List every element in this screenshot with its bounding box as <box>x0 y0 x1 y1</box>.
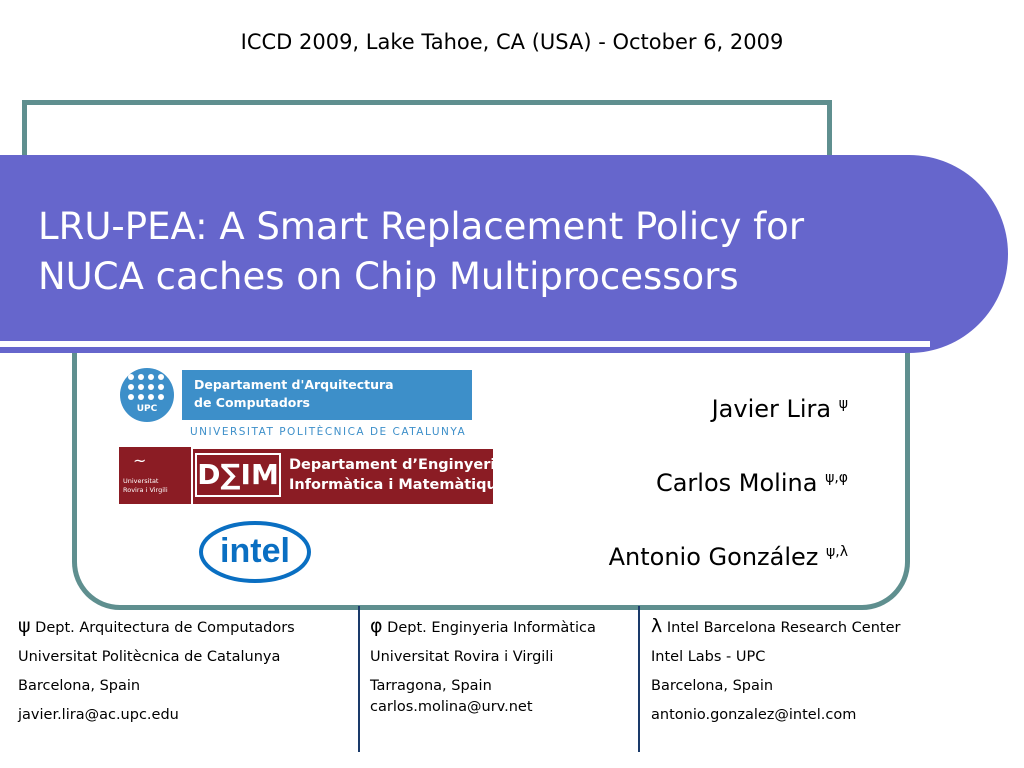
slide-title <box>38 202 938 302</box>
author-gonzalez <box>609 543 848 571</box>
banner-underline <box>0 341 930 347</box>
affiliation-symbol: φ <box>370 615 383 637</box>
upc-short-label: UPC <box>136 404 158 414</box>
column-divider <box>358 606 360 752</box>
affiliation-symbol: λ <box>651 615 663 637</box>
deim-logo <box>193 449 516 504</box>
deim-mark: D∑IM <box>195 453 281 497</box>
affiliation-email[interactable]: antonio.gonzalez@intel.com <box>651 707 857 723</box>
author-affiliation-mark: ψ,λ <box>826 544 848 560</box>
upc-logo <box>120 368 472 440</box>
affiliation-email[interactable]: javier.lira@ac.upc.edu <box>18 707 179 723</box>
urv-emblem-icon: ~ <box>133 451 147 470</box>
author-name: Javier Lira <box>711 395 832 423</box>
urv-name <box>123 477 168 495</box>
urv-logo <box>119 447 191 504</box>
affiliation-dept: Intel Barcelona Research Center <box>666 620 901 636</box>
affiliation-dept: Dept. Enginyeria Informàtica <box>387 620 596 636</box>
intel-logo <box>197 514 313 584</box>
urv-line-2: Rovira i Virgili <box>123 486 168 494</box>
title-line-1: LRU-PEA: A Smart Replacement Policy for <box>38 205 805 248</box>
affiliation-dept: Dept. Arquitectura de Computadors <box>35 620 295 636</box>
author-affiliation-mark: ψ,φ <box>825 470 848 486</box>
affiliation-lab: Intel Labs - UPC <box>651 649 766 665</box>
affiliation-location: Barcelona, Spain <box>18 678 141 694</box>
deim-line-1: Departament d’Enginyeria <box>289 457 506 473</box>
affiliation-university: Universitat Politècnica de Catalunya <box>18 649 281 665</box>
upc-dept-line-2: de Computadors <box>194 395 310 410</box>
affiliation-intel <box>651 612 900 730</box>
author-lira <box>712 395 848 423</box>
deim-name <box>289 455 515 495</box>
intel-wordmark: intel <box>220 532 290 570</box>
affiliation-university: Universitat Rovira i Virgili <box>370 649 554 665</box>
author-name: Carlos Molina <box>655 469 818 497</box>
affiliation-email[interactable]: carlos.molina@urv.net <box>370 699 533 715</box>
affiliation-symbol: ψ <box>18 615 31 637</box>
column-divider <box>638 606 640 752</box>
deim-line-2: Informàtica i Matemàtiques <box>289 477 516 493</box>
affiliation-urv <box>370 612 596 722</box>
conference-header: ICCD 2009, Lake Tahoe, CA (USA) - October 6, 2009 <box>240 30 784 54</box>
author-name: Antonio González <box>608 543 819 571</box>
urv-line-1: Universitat <box>123 477 159 485</box>
author-affiliation-mark: ψ <box>838 396 848 412</box>
affiliation-location: Tarragona, Spain <box>370 678 492 694</box>
title-line-2: NUCA caches on Chip Multiprocessors <box>38 255 739 298</box>
affiliation-location: Barcelona, Spain <box>651 678 774 694</box>
upc-dept-line-1: Departament d'Arquitectura <box>194 377 394 392</box>
affiliation-upc <box>18 612 295 730</box>
upc-department-box <box>182 370 472 420</box>
upc-emblem-icon <box>120 368 174 422</box>
upc-university-name: UNIVERSITAT POLITÈCNICA DE CATALUNYA <box>190 426 467 438</box>
author-molina <box>656 469 848 497</box>
